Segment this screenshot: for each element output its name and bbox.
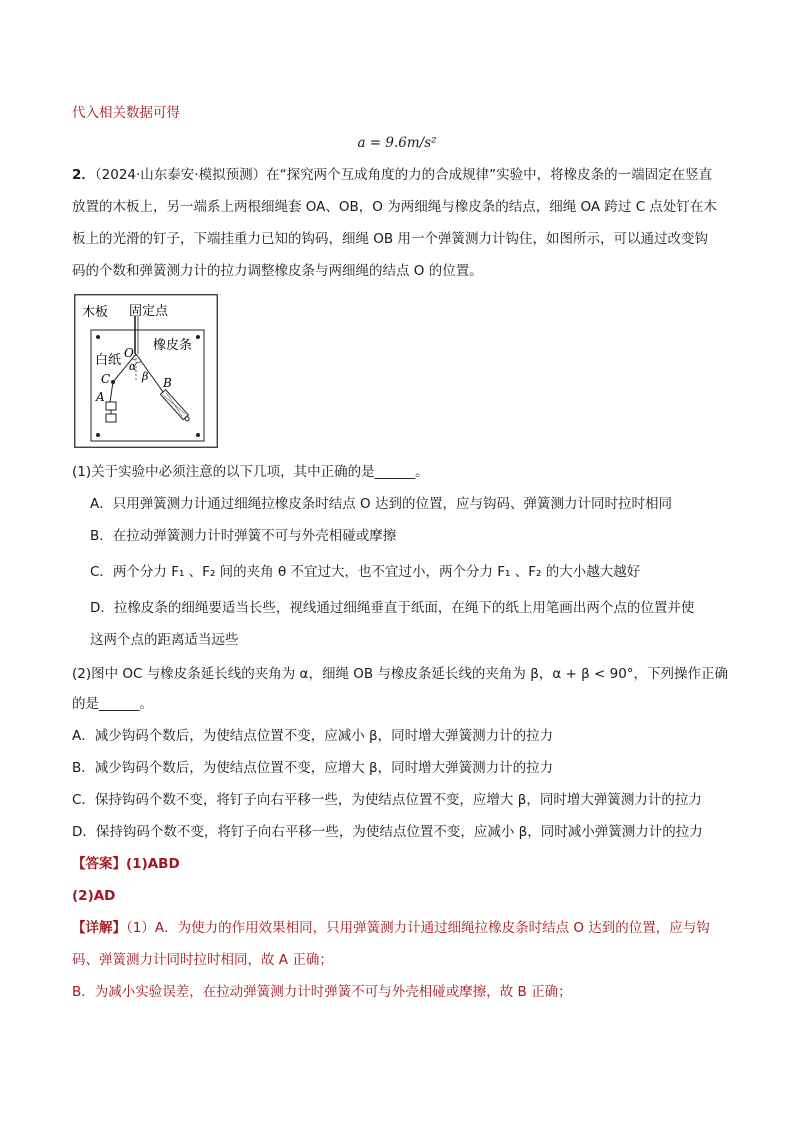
pin-dot [96, 433, 100, 437]
string-hang [110, 382, 113, 402]
label-rubber: 橡皮条 [153, 338, 193, 353]
answer-part1: (1)ABD [126, 856, 180, 872]
intro-line: 代入相关数据可得 [72, 105, 180, 121]
part1-option-b: B．在拉动弹簧测力计时弹簧不可与外壳相碰或摩擦 [90, 528, 397, 544]
pin-dot [196, 433, 200, 437]
part2-option-d: D．保持钩码个数不变，将钉子向右平移一些，为使结点位置不变，应减小 β，同时减小弹簧测力计的拉力 [72, 824, 703, 840]
detail-line-2: 码、弹簧测力计同时拉时相同，故 A 正确； [72, 952, 333, 968]
label-O: O [124, 346, 134, 360]
part1-option-c: C．两个分力 F₁ 、F₂ 间的夹角 θ 不宜过大，也不宜过小，两个分力 F₁ 、F₂ 的大小越大越好 [90, 564, 641, 580]
label-fixed-point: 固定点 [129, 304, 169, 319]
string-OB [136, 354, 163, 392]
detail-line-1 [72, 918, 724, 938]
detail-text-1: （1）A．为使力的作用效果相同，只用弹簧测力计通过细绳拉橡皮条时结点 O 达到的位置，应与钩 [126, 920, 710, 936]
part2-option-c: C．保持钩码个数不变，将钉子向右平移一些，为使结点位置不变，应增大 β，同时增大弹簧测力计的拉力 [72, 792, 702, 808]
part1-option-a: A．只用弹簧测力计通过细绳拉橡皮条时结点 O 达到的位置，应与钩码、弹簧测力计同时拉时相同 [90, 496, 672, 512]
question-source: （2024·山东泰安·模拟预测） [94, 167, 267, 183]
nail-C [111, 380, 115, 384]
detail-tag: 【详解】 [72, 920, 126, 936]
angle-beta-arc [136, 362, 141, 364]
label-alpha: α [129, 360, 137, 373]
question-line-1 [72, 165, 724, 185]
answer-tag: 【答案】 [72, 856, 126, 872]
part1-stem: (1)关于实验中必须注意的以下几项，其中正确的是______。 [72, 464, 429, 480]
label-beta: β [142, 370, 149, 383]
label-B: B [163, 376, 172, 390]
question-text-1: 在“探究两个互成角度的力的合成规律”实验中，将橡皮条的一端固定在竖直 [266, 167, 713, 183]
detail-line-3: B．为减小实验误差，在拉动弹簧测力计时弹簧不可与外壳相碰或摩擦，故 B 正确； [72, 984, 572, 1000]
weight-2 [106, 414, 116, 422]
answer-part2: (2)AD [72, 888, 116, 904]
part2-option-b: B．减少钩码个数后，为使结点位置不变，应增大 β，同时增大弹簧测力计的拉力 [72, 760, 554, 776]
part1-option-d-1: D．拉橡皮条的细绳要适当长些，视线通过细绳垂直于纸面，在绳下的纸上用笔画出两个点的位置并使 [90, 600, 695, 616]
part2-stem-2: 的是______。 [72, 696, 153, 712]
weight-1 [106, 402, 116, 410]
experiment-diagram [74, 294, 218, 448]
label-board: 木板 [82, 305, 109, 320]
question-line-4: 码的个数和弹簧测力计的拉力调整橡皮条与两细绳的结点 O 的位置。 [72, 263, 483, 279]
part2-option-a: A．减少钩码个数后，为使结点位置不变，应减小 β，同时增大弹簧测力计的拉力 [72, 728, 554, 744]
question-number: 2． [72, 167, 95, 183]
label-C: C [101, 372, 111, 386]
part2-stem-1: (2)图中 OC 与橡皮条延长线的夹角为 α，细绳 OB 与橡皮条延长线的夹角为 β，α + β < 90°，下列操作正确 [72, 666, 729, 682]
pin-dot [96, 335, 100, 339]
formula: a = 9.6m/s² [357, 135, 437, 151]
question-line-3: 板上的光滑的钉子，下端挂重力已知的钩码，细绳 OB 用一个弹簧测力计钩住，如图所示，可以通过改变钩 [72, 231, 708, 247]
answer-line-1 [72, 854, 724, 874]
pin-dot [196, 335, 200, 339]
label-paper: 白纸 [95, 353, 122, 368]
label-A: A [96, 390, 105, 404]
part1-option-d-2: 这两个点的距离适当远些 [90, 632, 239, 648]
spring-scale [160, 390, 191, 423]
question-line-2: 放置的木板上，另一端系上两根细绳套 OA、OB，O 为两细绳与橡皮条的结点，细绳 OA 跨过 C 点处钉在木 [72, 199, 717, 215]
